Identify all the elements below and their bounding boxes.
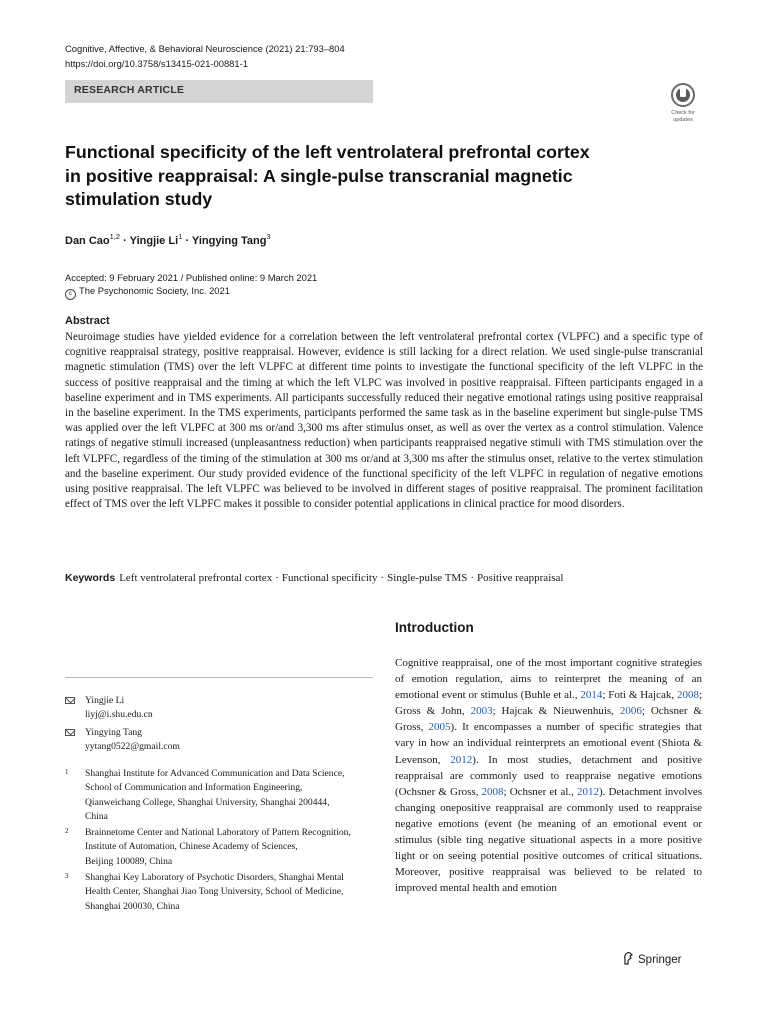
intro-text: ; Ochsner & Gross, [395, 705, 702, 734]
keyword: Positive reappraisal [477, 572, 564, 584]
intro-text: ). Detachment involves changing onepositive reappraisal are commonly used to reappraise negative emotions (event (he meaning of an emotional event or stimulus (sible ting negative situational aspects in a more positive light or on seeing potential positive outcomes of critical situations. Moreover, positive reappraisal was believed to be related to improved mental health and emotion [395, 785, 702, 895]
contact-name: Yingjie Li [85, 695, 125, 706]
affiliation-line: Institute of Automation, Chinese Academy of Sciences, [85, 841, 298, 853]
introduction-body [395, 655, 702, 896]
author-affiliation-ref: 1,2 [109, 232, 121, 241]
affiliation-line: School of Communication and Information Engineering, [85, 782, 303, 794]
intro-text: ; Gross & John, [395, 689, 702, 718]
badge-text-1: Check for [671, 110, 695, 116]
citation-link[interactable]: 2012 [576, 785, 599, 798]
author-name[interactable]: Dan Cao [65, 235, 110, 247]
affiliation-line: Shanghai Institute for Advanced Communication and Data Science, [85, 768, 345, 779]
affiliation-line: Shanghai 200030, China [85, 900, 180, 912]
keyword-separator: · [380, 572, 385, 584]
contact-name: Yingying Tang [85, 727, 142, 738]
envelope-icon [65, 697, 75, 704]
abstract-heading: Abstract [65, 315, 110, 327]
keyword-separator: · [470, 572, 475, 584]
abstract-body: Neuroimage studies have yielded evidence for a correlation between the left ventrolateral prefrontal cortex (VLPFC) and a specific type of cognitive reappraisal strategy, positive reappraisal. However, evidence is still lacking for a direct relation. We used single-pulse transcranial magnetic stimulation (TMS) over the left VLPFC at different time points to investigate the functional specificity of the left VLPFC in the success of positive reappraisal and the timing at which the left VLPC was involved in positive reappraisal. Fifteen participants engaged in a baseline experiment and in TMS experiments. All participants successfully reduced their negative emotional ratings using positive reappraisal in the baseline experiment. In the TMS experiments, participants performed the same task as in the baseline experiment but single-pulse TMS was applied over the left VLPFC at 300 ms or/and 3,300 ms after stimulus onset, as well as over the vertex as a control stimulation. Valence ratings of negative stimuli increased (unpleasantness reduction) when participants reappraised negative stimuli with TMS stimulation over the left VLPFC, regardless of the timing of the stimulation at 300 ms or/and at 3,300 ms after the stimulus onset, relative to the vertex stimulation and the baseline experiment. Our study provided evidence of the functional specificity of the left VLPFC in regulation of negative emotions using positive reappraisal. The left VLPFC was believed to be involved in different stages of positive reappraisal. The prominent facilitation effect of TMS over the left VLPFC makes it possible to consider potential applications in clinical practice for mood disorders. [65, 331, 703, 511]
author-affiliation-ref: 1 [178, 232, 183, 241]
intro-text: ). It encompasses a number of specific strategies that vary in how an individual reinterprets an emotional event (Shiota & Levenson, [395, 721, 702, 766]
affiliation-number: 1 [65, 768, 69, 776]
publication-info [65, 272, 317, 300]
copyright-line [65, 285, 317, 300]
springer-horse-icon [622, 952, 634, 965]
affiliation-line: China [85, 810, 108, 822]
author-separator: · [182, 235, 192, 247]
publication-dates: Accepted: 9 February 2021 / Published online: 9 March 2021 [65, 272, 318, 283]
keywords [65, 572, 563, 584]
citation-link[interactable]: 2014 [580, 689, 603, 702]
intro-text: ; Foti & Hajcak, [602, 689, 677, 702]
intro-text: ). In most studies, detachment and positive reappraisal are commonly used to reappraise negative emotions (Ochsner & Gross, [395, 753, 703, 798]
keyword: Single-pulse TMS [387, 572, 468, 584]
keyword: Functional specificity [281, 572, 378, 584]
title-line: Functional specificity of the left ventrolateral prefrontal cortex [65, 142, 590, 162]
publisher-logo [622, 952, 681, 966]
copyright-text: The Psychonomic Society, Inc. 2021 [79, 284, 230, 296]
article-type-label: RESEARCH ARTICLE [74, 84, 185, 96]
author-name[interactable]: Yingjie Li [129, 235, 179, 247]
affiliation-line: Beijing 100089, China [85, 855, 173, 867]
check-updates-icon [665, 82, 701, 124]
intro-text: ; Hajcak & Nieuwenhuis, [492, 705, 620, 718]
affiliation-number: 2 [65, 827, 69, 835]
affiliation-line: Qianweichang College, Shanghai University, Shanghai 200444, [85, 796, 330, 808]
author-name[interactable]: Yingying Tang [191, 235, 267, 247]
doi-link[interactable]: https://doi.org/10.3758/s13415-021-00881-1 [65, 57, 248, 69]
journal-line: Cognitive, Affective, & Behavioral Neuroscience (2021) 21:793–804 [65, 43, 345, 54]
citation-link[interactable]: 2008 [676, 689, 699, 702]
affiliation-line: Health Center, Shanghai Jiao Tong University, School of Medicine, [85, 886, 344, 898]
intro-text: Cognitive reappraisal, one of the most important cognitive strategies of emotion regulation, aims to reinterpret the meaning of an emotional event or stimulus (Buhle et al., [395, 657, 702, 702]
author-separator: · [120, 235, 130, 247]
intro-text: ; Ochsner et al., [503, 785, 577, 798]
introduction-heading: Introduction [395, 620, 474, 635]
citation-link[interactable]: 2003 [470, 705, 493, 718]
copyright-icon: c [65, 289, 76, 300]
column-divider [65, 677, 373, 678]
contact-email[interactable]: yytang0522@gmail.com [85, 741, 180, 753]
citation-link[interactable]: 2006 [619, 705, 642, 718]
article-title [65, 141, 645, 212]
author-list [65, 232, 271, 247]
contact-email[interactable]: liyj@i.shu.edu.cn [85, 709, 153, 721]
citation-link[interactable]: 2005 [428, 721, 451, 734]
citation-link[interactable]: 2008 [481, 785, 504, 798]
badge-text-2: updates [673, 117, 693, 123]
author-affiliation-ref: 3 [266, 232, 271, 241]
title-line: in positive reappraisal: A single-pulse transcranial magnetic [65, 165, 573, 186]
affiliation-line: Brainnetome Center and National Laboratory of Pattern Recognition, [85, 827, 351, 838]
keywords-label: Keywords [65, 572, 116, 584]
journal-citation [65, 42, 345, 71]
citation-link[interactable]: 2012 [450, 753, 473, 766]
keyword-separator: · [275, 572, 279, 584]
publisher-name: Springer [638, 954, 682, 966]
affiliation-line: Shanghai Key Laboratory of Psychotic Disorders, Shanghai Mental [85, 872, 344, 883]
keyword: Left ventrolateral prefrontal cortex [119, 572, 273, 584]
envelope-icon [65, 729, 75, 736]
check-for-updates-badge[interactable] [665, 82, 701, 124]
title-line: stimulation study [65, 189, 213, 209]
article-type-banner [65, 80, 373, 103]
affiliation-number: 3 [65, 872, 69, 880]
